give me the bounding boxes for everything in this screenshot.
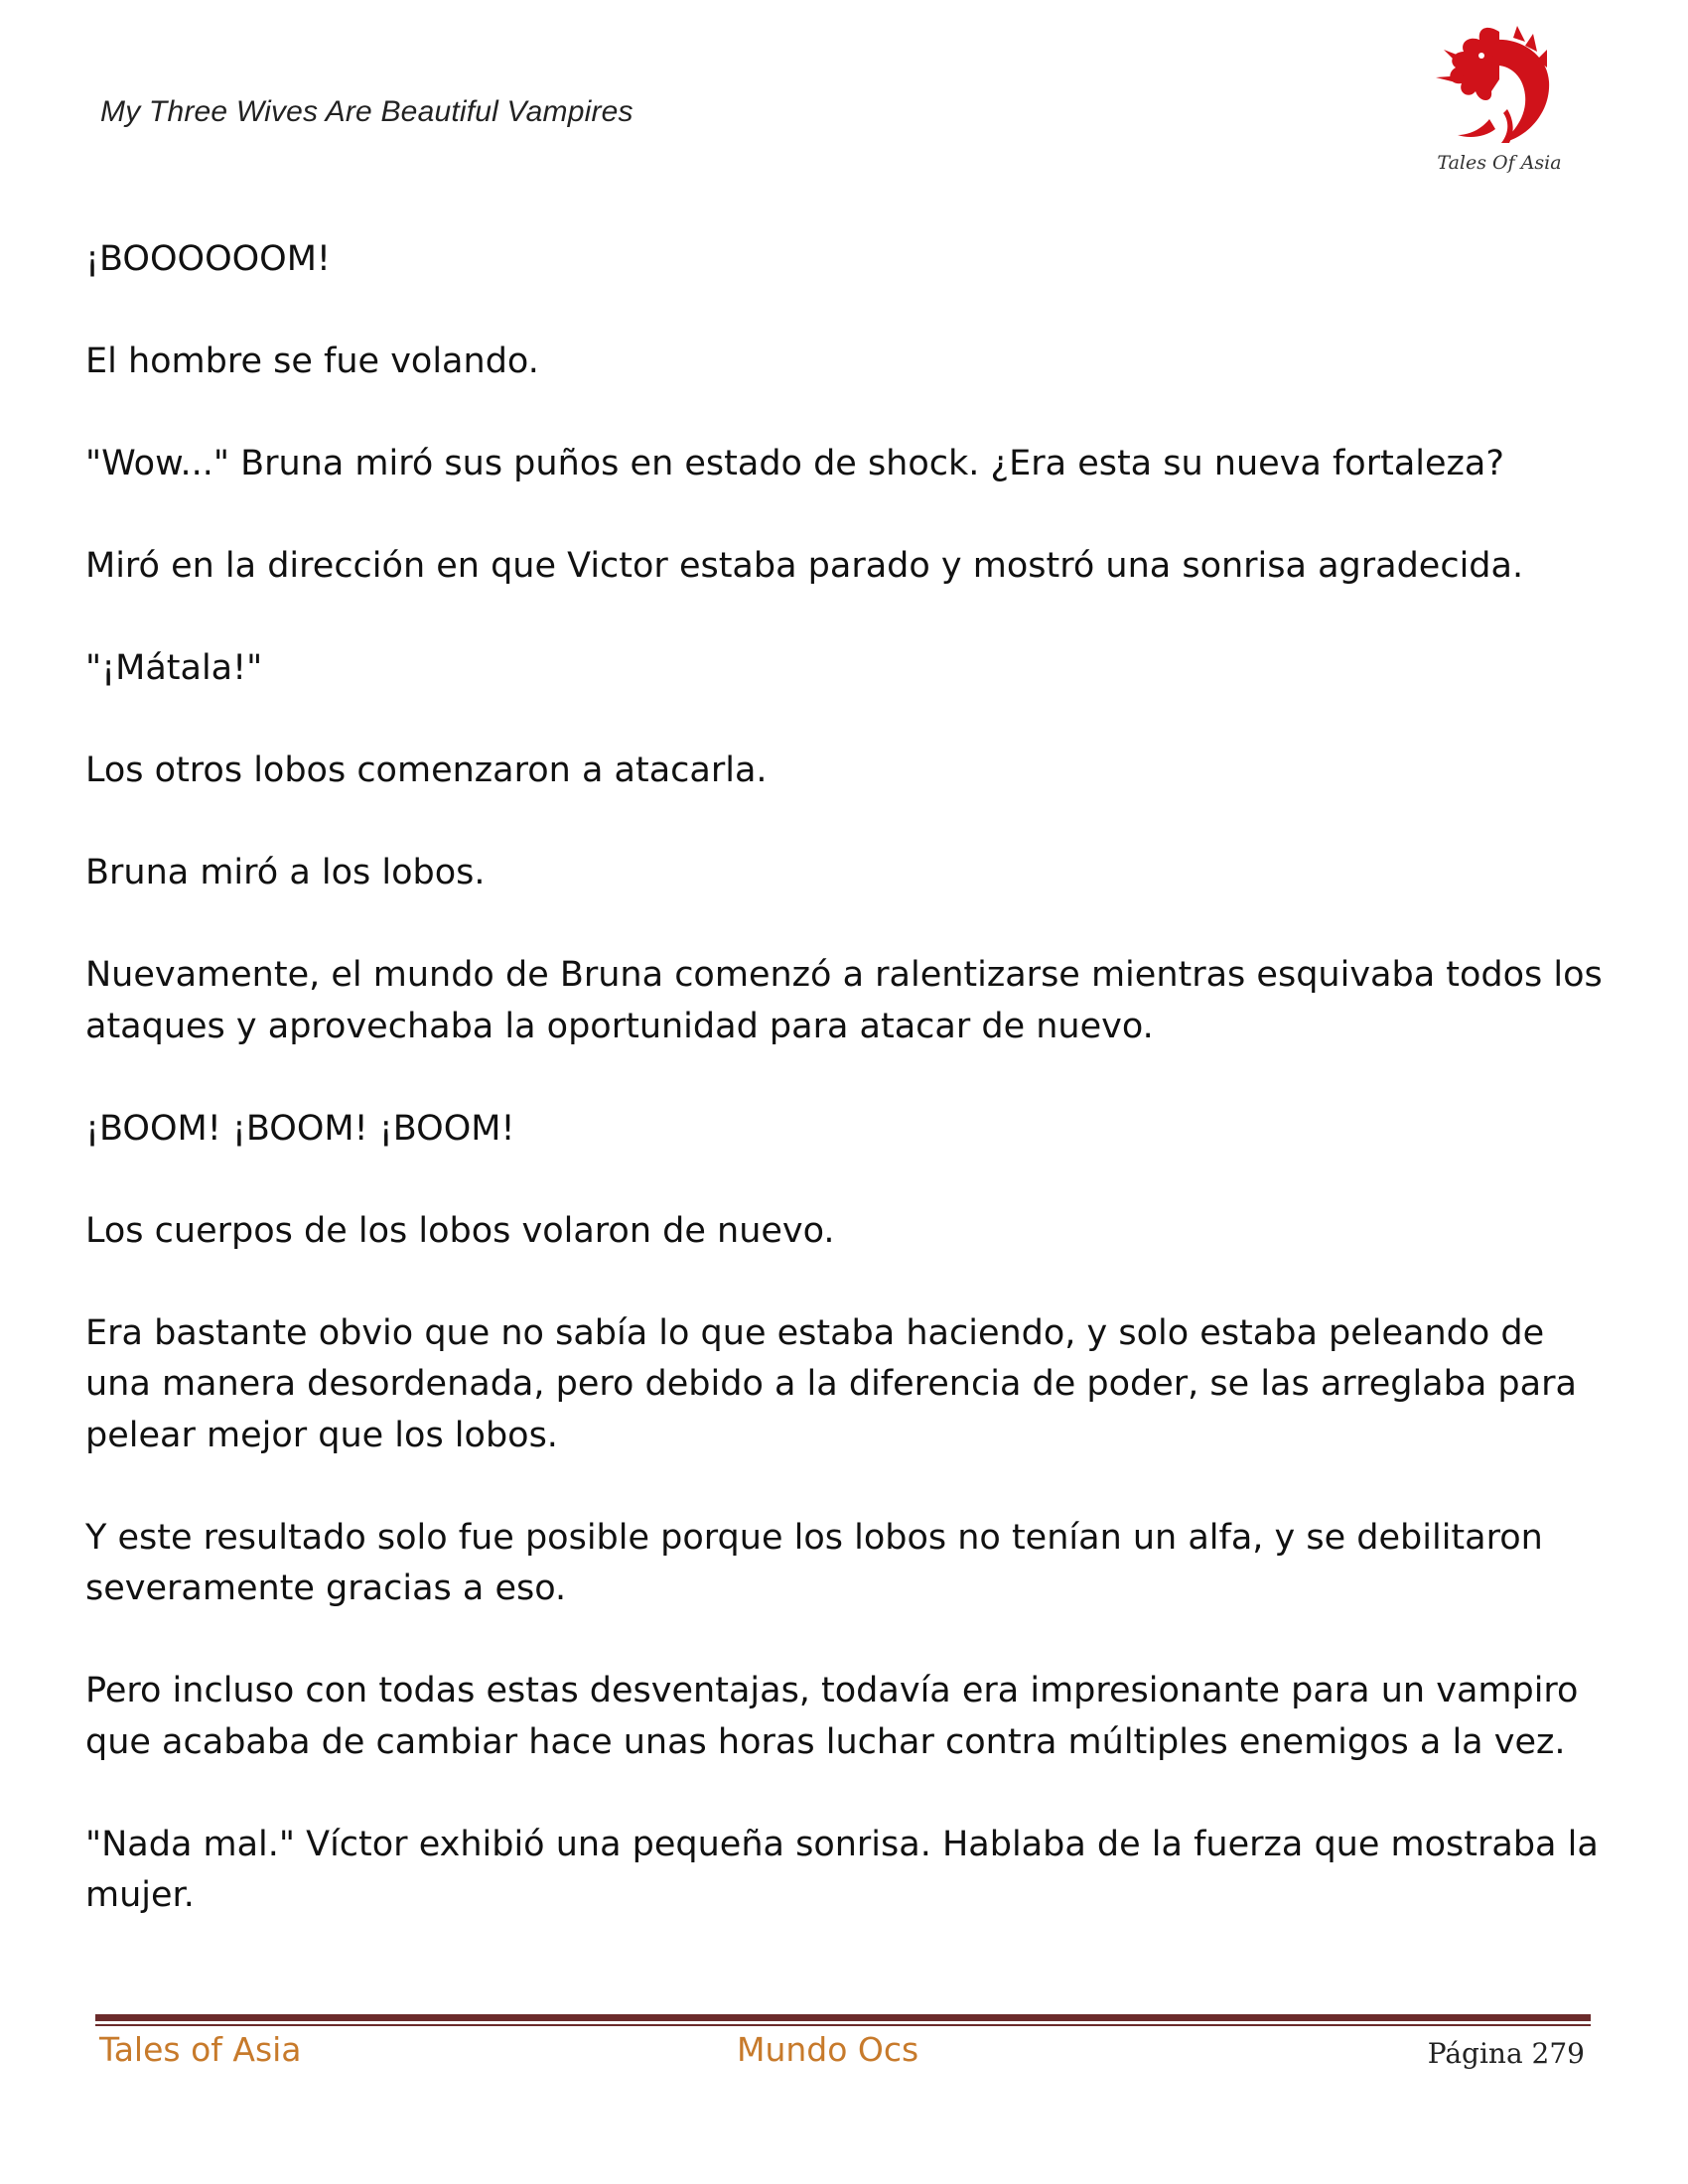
paragraph: Bruna miró a los lobos.: [85, 853, 486, 892]
paragraph: ¡BOOOOOOM!: [85, 239, 331, 279]
book-title: My Three Wives Are Beautiful Vampires: [100, 95, 633, 128]
red-dragon-head-icon: [1430, 20, 1569, 154]
paragraph: "Wow..." Bruna miró sus puños en estado de shock. ¿Era esta su nueva fortaleza?: [85, 444, 1504, 483]
paragraph: ¡BOOM! ¡BOOM! ¡BOOM!: [85, 1108, 515, 1149]
paragraph: Miró en la dirección en que Victor estaba parado y mostró una sonrisa agradecida.: [85, 546, 1524, 586]
paragraph: El hombre se fue volando.: [85, 341, 539, 381]
logo-text: Tales Of Asia: [1437, 152, 1562, 174]
paragraph: "Nada mal." Víctor exhibió una pequeña sonrisa. Hablaba de la fuerza que mostraba la mujer.: [85, 1824, 1599, 1915]
paragraph: Nuevamente, el mundo de Bruna comenzó a ralentizarse mientras esquivaba todos los ataques y aprovechaba la oportunidad para atacar de nuevo.: [85, 955, 1603, 1046]
paragraph: Era bastante obvio que no sabía lo que estaba haciendo, y solo estaba peleando de una manera desordenada, pero debido a la diferencia de poder, se las arreglaba para pelear mejor que los lobos.: [85, 1312, 1577, 1455]
footer-publisher: Tales of Asia: [99, 2030, 302, 2069]
page-number: Página 279: [1427, 2037, 1585, 2070]
tales-of-asia-logo: [1430, 20, 1569, 181]
paragraph: Los otros lobos comenzaron a atacarla.: [85, 751, 768, 790]
paragraph: Y este resultado solo fue posible porque los lobos no tenían un alfa, y se debilitaron severamente gracias a eso.: [85, 1517, 1543, 1608]
paragraph: Los cuerpos de los lobos volaron de nuevo.: [85, 1210, 835, 1251]
paragraph: "¡Mátala!": [85, 648, 263, 688]
footer-site: Mundo Ocs: [737, 2030, 919, 2069]
footer-divider: [95, 2014, 1591, 2021]
chapter-body: [85, 234, 1615, 1973]
paragraph: Pero incluso con todas estas desventajas, todavía era impresionante para un vampiro que acababa de cambiar hace unas horas luchar contra múltiples enemigos a la vez.: [85, 1671, 1579, 1762]
footer-divider-thin: [95, 2024, 1591, 2026]
